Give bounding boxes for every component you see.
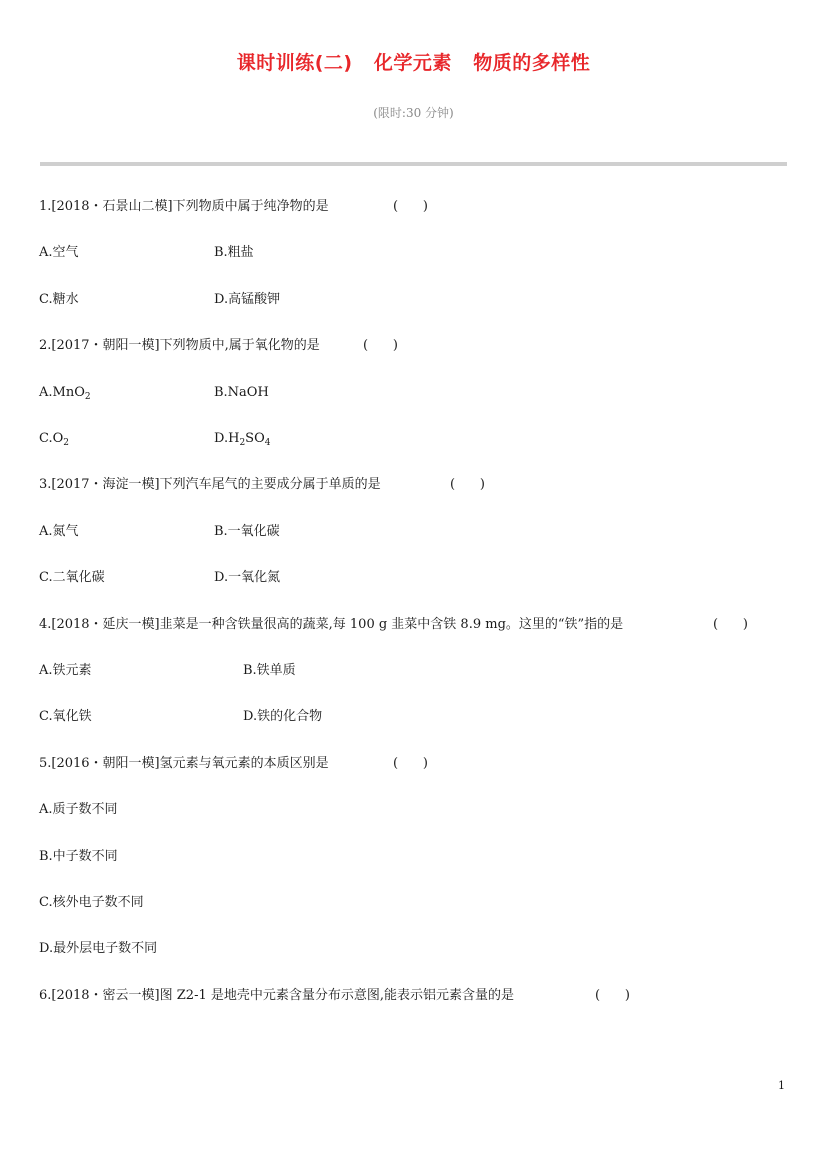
question-number: 6.: [39, 988, 52, 1003]
question-source: [2018・延庆一模]: [51, 617, 160, 632]
option-d: D.高锰酸钾: [214, 292, 281, 307]
question-5-stem: [39, 755, 329, 773]
question-text: 图 Z2-1 是地壳中元素含量分布示意图,能表示铝元素含量的是: [159, 988, 515, 1003]
question-text: 下列汽车尾气的主要成分属于单质的是: [159, 477, 381, 492]
question-number: 3.: [39, 477, 52, 492]
option-a: A.空气: [39, 245, 79, 260]
option-c: $C.O_2$: [39, 431, 70, 448]
question-source: [2017・朝阳一模]: [51, 338, 160, 353]
question-text: 下列物质中属于纯净物的是: [172, 199, 329, 214]
option-d: D.一氧化氮: [214, 570, 281, 585]
question-source: [2017・海淀一模]: [51, 477, 160, 492]
question-2-stem: [39, 337, 320, 355]
option-a: A.MnO$_2$: [39, 385, 91, 402]
answer-blank: ( ): [713, 617, 748, 632]
option-d: D.铁的化合物: [243, 709, 323, 724]
question-text: 韭菜是一种含铁量很高的蔬菜,每 100 g 韭菜中含铁 8.9 mg。这里的“铁”指的是: [159, 617, 624, 632]
option-a: A.铁元素: [39, 663, 92, 678]
time-limit: (限时:30 分钟): [373, 106, 454, 120]
answer-blank: ( ): [595, 988, 630, 1003]
option-b: B.一氧化碳: [214, 524, 280, 539]
option-b: B.NaOH: [214, 385, 269, 400]
option-a: A.氮气: [39, 524, 79, 539]
question-number: 2.: [39, 338, 52, 353]
option-b: B.铁单质: [243, 663, 296, 678]
answer-blank: ( ): [450, 477, 485, 492]
option-c: C.核外电子数不同: [39, 895, 144, 910]
question-number: 1.: [39, 199, 52, 214]
question-3-stem: [39, 476, 381, 494]
option-a: A.质子数不同: [39, 802, 118, 817]
question-4-stem: [39, 616, 623, 634]
question-1-stem: [39, 198, 329, 216]
option-b: B.中子数不同: [39, 849, 118, 864]
answer-blank: ( ): [393, 756, 428, 771]
option-c: C.糖水: [39, 292, 79, 307]
page-title: 课时训练(二) 化学元素 物质的多样性: [236, 52, 591, 74]
option-b: B.粗盐: [214, 245, 254, 260]
option-d: $D.H_2SO_4$: [214, 431, 271, 448]
question-text: 氢元素与氧元素的本质区别是: [159, 756, 329, 771]
question-number: 4.: [39, 617, 52, 632]
question-text: 下列物质中,属于氧化物的是: [159, 338, 320, 353]
page-number: 1: [778, 1079, 785, 1092]
question-source: [2016・朝阳一模]: [51, 756, 160, 771]
option-d: D.最外层电子数不同: [39, 941, 158, 956]
question-source: [2018・密云一模]: [51, 988, 160, 1003]
header-divider: [40, 162, 787, 166]
question-number: 5.: [39, 756, 52, 771]
question-source: [2018・石景山二模]: [51, 199, 173, 214]
answer-blank: ( ): [393, 199, 428, 214]
option-c: C.氧化铁: [39, 709, 92, 724]
question-6-stem: [39, 987, 514, 1005]
answer-blank: ( ): [363, 338, 398, 353]
option-c: C.二氧化碳: [39, 570, 105, 585]
